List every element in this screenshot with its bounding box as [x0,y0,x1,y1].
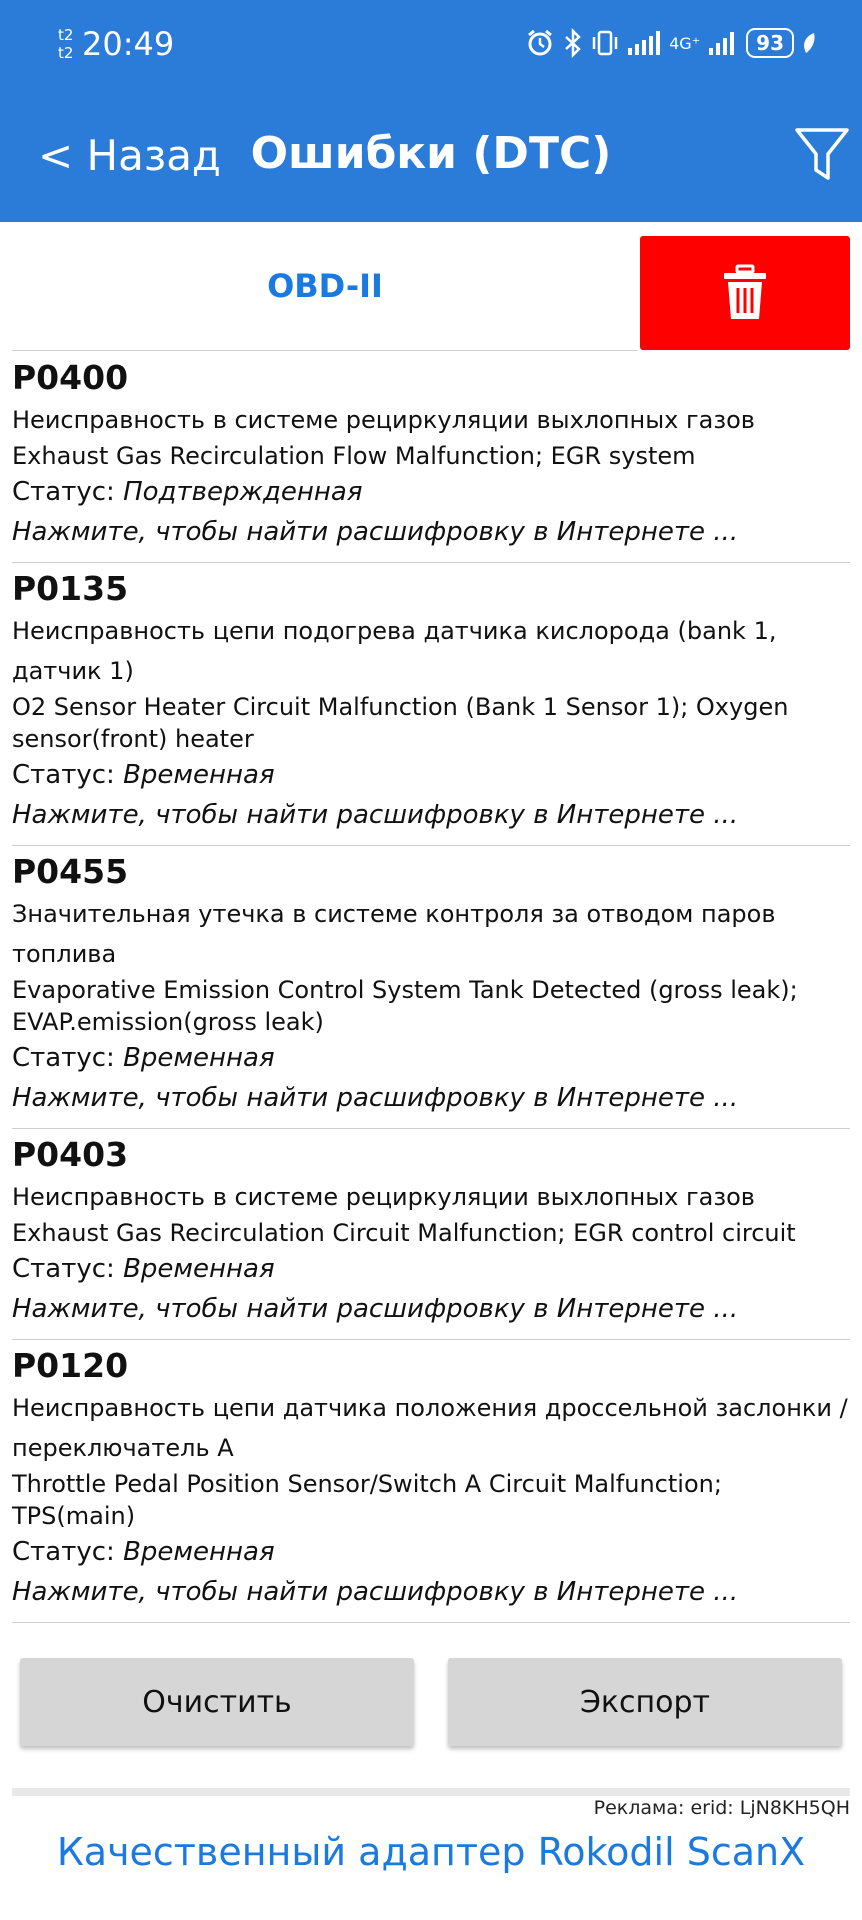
dtc-code: P0455 [12,852,129,891]
trash-icon [722,264,768,322]
dtc-item[interactable] [0,1129,850,1340]
export-button[interactable]: Экспорт [448,1658,842,1746]
sim2-label: t2 [58,44,74,62]
network-type: 4G⁺ [669,33,701,53]
ad-banner-link[interactable]: Качественный адаптер Rokodil ScanX [56,1830,806,1874]
dtc-description-ru: Неисправность цепи подогрева датчика кислорода (bank 1, датчик 1) [12,617,777,685]
dtc-description-en: O2 Sensor Heater Circuit Malfunction (Bank 1 Sensor 1); Oxygen sensor(front) heater [12,693,789,753]
filter-icon [794,124,850,184]
app-header [0,0,862,222]
status-time: 20:49 [82,25,175,63]
sim1-label: t2 [58,26,74,44]
dtc-item[interactable] [0,563,850,846]
dtc-description-en: Throttle Pedal Position Sensor/Switch A Circuit Malfunction; TPS(main) [12,1470,722,1530]
dtc-item[interactable] [0,352,850,563]
dtc-status [12,1038,850,1078]
bluetooth-icon [563,28,583,58]
status-label: Статус: [12,1537,115,1567]
dtc-code: P0403 [12,1135,129,1174]
sim-indicators [58,26,80,62]
tab-bar [0,222,862,352]
dtc-description-en: Exhaust Gas Recirculation Circuit Malfunction; EGR control circuit [12,1219,796,1247]
dtc-status [12,1249,850,1289]
dtc-item[interactable] [0,846,850,1129]
dtc-description-en: Exhaust Gas Recirculation Flow Malfunction; EGR system [12,442,696,470]
battery-indicator: 93 [746,28,794,58]
dtc-description-ru: Неисправность цепи датчика положения дроссельной заслонки / переключатель А [12,1394,848,1462]
dtc-code: P0400 [12,358,129,397]
alarm-icon [525,28,555,58]
bottom-button-bar [0,1658,862,1748]
search-online-link[interactable]: Нажмите, чтобы найти расшифровку в Интернете ... [12,800,739,830]
delete-button[interactable] [640,236,850,350]
dtc-list [0,352,862,1623]
search-online-link[interactable]: Нажмите, чтобы найти расшифровку в Интернете ... [12,1294,739,1324]
tab-divider [12,350,638,351]
dtc-description-ru: Значительная утечка в системе контроля за отводом паров топлива [12,900,776,968]
leaf-icon [802,31,816,55]
status-label: Статус: [12,477,115,507]
page-title: Ошибки (DTC) [250,128,612,179]
dtc-code: P0120 [12,1346,129,1385]
status-value: Временная [123,760,275,790]
ad-label: Реклама: erid: LjN8KH5QH [593,1797,850,1819]
status-value: Подтвержденная [123,477,363,507]
dtc-description-en: Evaporative Emission Control System Tank Detected (gross leak); EVAP.emission(gross leak) [12,976,798,1036]
dtc-code: P0135 [12,569,129,608]
dtc-description-ru: Неисправность в системе рециркуляции выхлопных газов [12,406,755,434]
search-online-link[interactable]: Нажмите, чтобы найти расшифровку в Интернете ... [12,517,739,547]
divider [12,1622,850,1623]
tab-obd-ii[interactable]: OBD-II [267,267,383,305]
signal-icon [627,30,661,56]
dtc-description-ru: Неисправность в системе рециркуляции выхлопных газов [12,1183,755,1211]
search-online-link[interactable]: Нажмите, чтобы найти расшифровку в Интернете ... [12,1083,739,1113]
signal-icon-2 [708,30,738,56]
status-value: Временная [123,1043,275,1073]
status-label: Статус: [12,1043,115,1073]
status-value: Временная [123,1537,275,1567]
back-button[interactable]: < Назад [38,131,221,180]
dtc-status [12,1532,850,1572]
vibrate-icon [591,28,619,58]
filter-button[interactable] [794,124,850,184]
clear-button[interactable]: Очистить [20,1658,414,1746]
dtc-item[interactable] [0,1340,850,1623]
status-value: Временная [123,1254,275,1284]
status-label: Статус: [12,1254,115,1284]
status-icons [525,26,816,60]
dtc-status [12,472,850,512]
dtc-status [12,755,850,795]
status-label: Статус: [12,760,115,790]
search-online-link[interactable]: Нажмите, чтобы найти расшифровку в Интернете ... [12,1577,739,1607]
